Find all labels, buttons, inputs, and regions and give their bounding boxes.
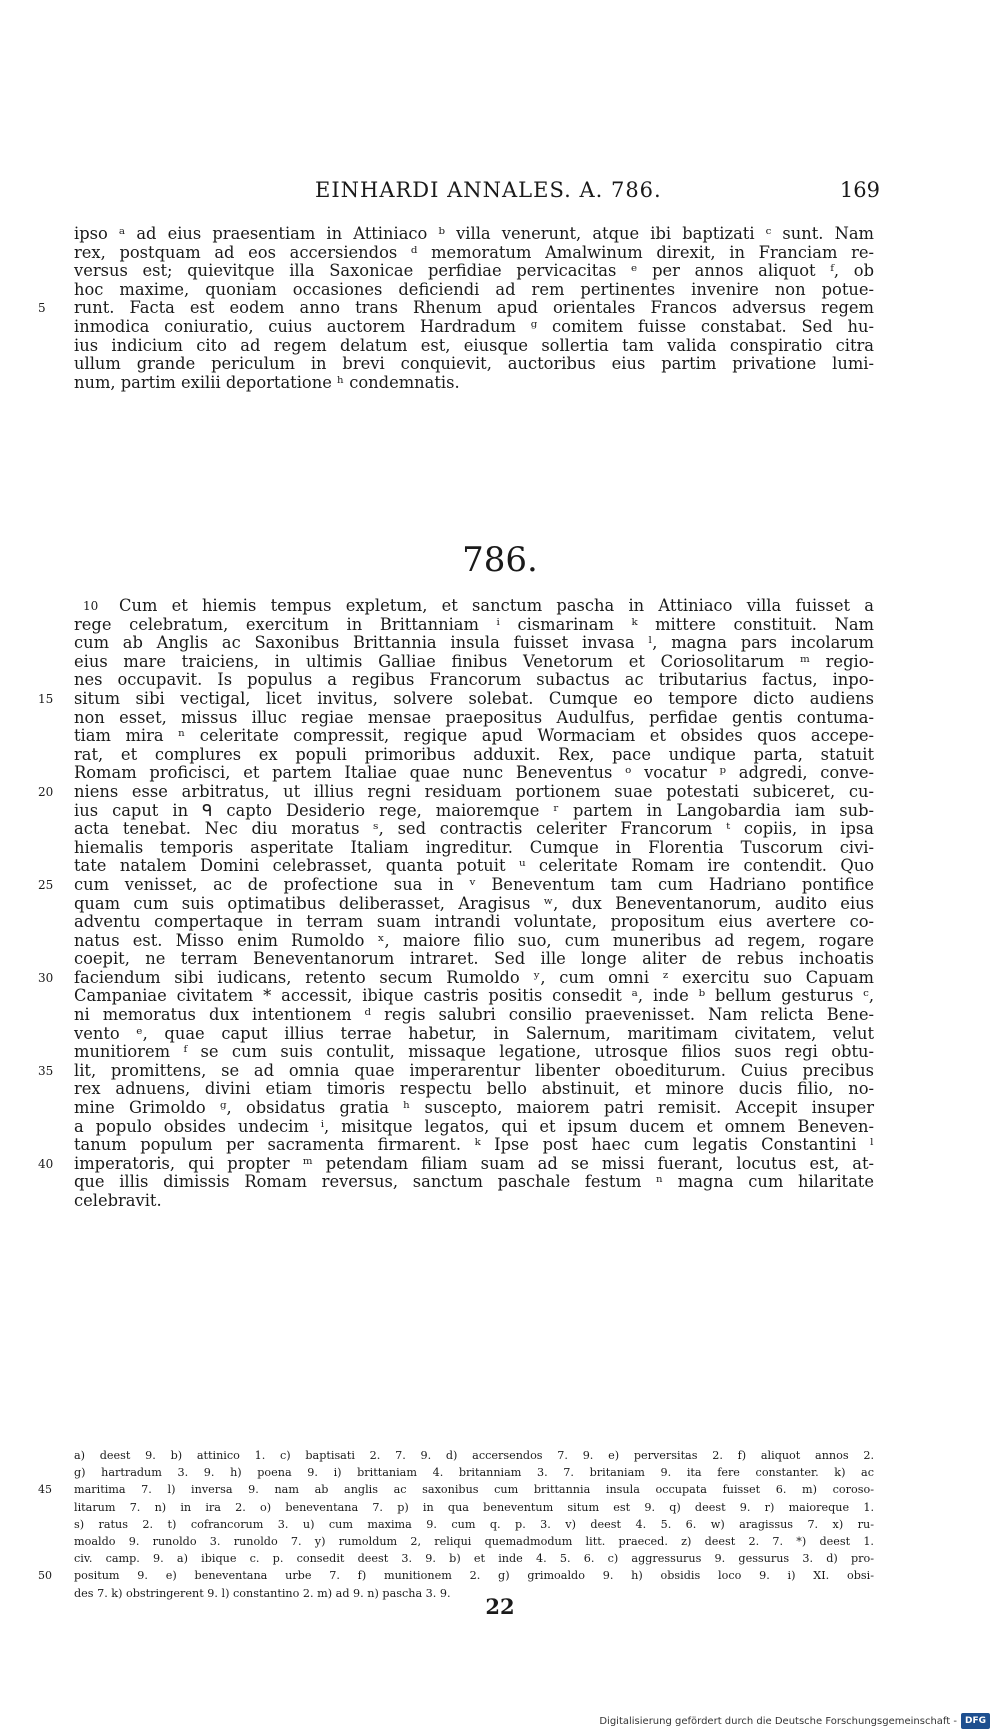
- text-line: [74, 857, 874, 876]
- line-text: Campaniae civitatem * accessit, ibique castris positis consedit ᵃ, inde ᵇ bellum gesturus ᶜ,: [74, 986, 874, 1006]
- text-line: [38, 1567, 874, 1584]
- footer-bar: [599, 1711, 990, 1731]
- line-text: faciendum sibi iudicans, retento secum Rumoldo ʸ, cum omni ᶻ exercitu suo Capuam: [74, 967, 874, 987]
- line-number: 15: [38, 691, 54, 706]
- footer-text: Digitalisierung gefördert durch die Deutsche Forschungsgemeinschaft -: [599, 1715, 957, 1727]
- line-text: Cum et hiemis tempus expletum, et sanctum pascha in Attiniaco villa fuisset a: [119, 596, 874, 615]
- footnotes: [38, 1447, 874, 1602]
- line-text: hoc maxime, quoniam occasiones deficiendi ad rem pertinentes invenire non potue-: [74, 279, 874, 299]
- text-line: [74, 262, 874, 281]
- text-line: [74, 1516, 874, 1533]
- line-text: s) ratus 2. t) cofrancorum 3. u) cum maxima 9. cum q. p. 3. v) deest 4. 5. 6. w) aragissus 7. x) ru-: [74, 1517, 874, 1531]
- text-line: [74, 1499, 874, 1516]
- text-line: [38, 967, 874, 988]
- running-head-title: EINHARDI ANNALES. A. 786.: [315, 178, 662, 202]
- line-text: tanum populum per sacramenta firmarent. ᵏ Ipse post haec cum legatis Constantini ˡ: [74, 1135, 874, 1155]
- line-text: ius caput in ᑫ capto Desiderio rege, maioremque ʳ partem in Langobardia iam sub-: [74, 800, 874, 820]
- line-text: rat, et complures ex populi primoribus adduxit. Rex, pace undique parta, statuit: [74, 744, 874, 764]
- line-number: 30: [38, 970, 54, 985]
- text-line: [74, 1025, 874, 1044]
- line-text: Romam proficisci, et partem Italiae quae nunc Beneventus ᵒ vocatur ᵖ adgredi, conve-: [74, 763, 874, 783]
- text-line: [74, 318, 874, 337]
- year-heading: 786.: [462, 540, 538, 580]
- line-number: 40: [38, 1156, 54, 1171]
- text-line: [74, 244, 874, 263]
- line-text: rex adnuens, divini etiam timoris respectu bello abstinuit, et minore ducis filio, no-: [74, 1079, 874, 1099]
- line-text: hiemalis temporis asperitate Italiam ingreditur. Cumque in Florentia Tuscorum civi-: [74, 837, 874, 857]
- text-line: [74, 932, 874, 951]
- line-text: lit, promittens, se ad omnia quae imperarentur libenter oboediturum. Cuius precibus: [74, 1060, 874, 1080]
- line-text: a populo obsides undecim ⁱ, misitque legatos, qui et ipsum ducem et omnem Beneven-: [74, 1116, 874, 1136]
- line-text: litarum 7. n) in ira 2. o) beneventana 7. p) in qua beneventum situm est 9. q) deest 9. r) maioreque 1.: [74, 1500, 874, 1514]
- text-line: [74, 653, 874, 672]
- text-line: [74, 1080, 874, 1099]
- text-line: [38, 1481, 874, 1498]
- line-text: que illis dimissis Romam reversus, sanctum paschale festum ⁿ magna cum hilaritate: [74, 1172, 874, 1192]
- text-line: [38, 1153, 874, 1174]
- line-number: 25: [38, 877, 54, 892]
- text-line: [74, 802, 874, 821]
- line-text: a) deest 9. b) attinico 1. c) baptisati 2. 7. 9. d) accersendos 7. 9. e) perversitas 2. f) aliquot annos 2.: [74, 1449, 874, 1462]
- text-line: [74, 355, 874, 374]
- text-line: [38, 298, 874, 318]
- text-line: [74, 1136, 874, 1155]
- text-line: [74, 225, 874, 244]
- line-text: niens esse arbitratus, ut illius regni residuam portionem suae potestati subiceret, cu-: [74, 781, 874, 801]
- line-number: 50: [38, 1569, 52, 1583]
- signature-mark: 22: [485, 1594, 515, 1619]
- line-number: 10: [83, 599, 99, 613]
- line-text: imperatoris, qui propter ᵐ petendam filiam suam ad se missi fuerant, locutus est, at-: [74, 1153, 874, 1173]
- text-line: [74, 337, 874, 356]
- text-line: [74, 1099, 874, 1118]
- line-text: civ. camp. 9. a) ibique c. p. consedit deest 3. 9. b) et inde 4. 5. 6. c) aggressurus 9. gessurus 3. d) pro-: [74, 1552, 874, 1566]
- line-text: acta tenebat. Nec diu moratus ˢ, sed contractis celeriter Francorum ᵗ copiis, in ipsa: [74, 819, 874, 839]
- page-number: 169: [839, 178, 880, 202]
- line-number: 35: [38, 1063, 54, 1078]
- text-line: [74, 746, 874, 765]
- text-line: [38, 781, 874, 802]
- text-line: [74, 1533, 874, 1550]
- line-text: mine Grimoldo ᵍ, obsidatus gratia ʰ suscepto, maiorem patri remisit. Accepit insuper: [74, 1098, 874, 1118]
- line-text: positum 9. e) beneventana urbe 7. f) munitionem 2. g) grimoaldo 9. h) obsidis loco 9. i) XI. obsi-: [74, 1569, 874, 1583]
- text-line: [38, 688, 874, 709]
- text-line: [74, 895, 874, 914]
- line-text: ni memoratus dux intentionem ᵈ regis salubri consilio praevenisset. Nam relicta Bene-: [74, 1005, 874, 1025]
- text-line: [74, 839, 874, 858]
- text-line: [38, 874, 874, 895]
- line-text: tate natalem Domini celebrasset, quanta potuit ᵘ celeritate Romam ire contendit. Quo: [74, 856, 874, 876]
- line-text: g) hartradum 3. 9. h) poena 9. i) brittaniam 4. britanniam 3. 7. britaniam 9. ita fere constanter. k) ac: [74, 1466, 874, 1480]
- text-line: [74, 950, 874, 969]
- line-number: 20: [38, 784, 54, 799]
- text-line: [74, 1550, 874, 1567]
- line-text: maritima 7. l) inversa 9. nam ab anglis ac saxonibus cum brittannia insula occupata fuisset 6. m) coroso-: [74, 1483, 874, 1497]
- text-line: [38, 1060, 874, 1081]
- line-text: coepit, ne terram Beneventanorum intraret. Sed ille longe aliter de rebus inchoatis: [74, 949, 874, 969]
- text-line: [74, 1447, 874, 1464]
- text-line: [74, 764, 874, 783]
- text-line: [74, 616, 874, 635]
- line-text: moaldo 9. runoldo 3. runoldo 7. y) rumoldum 2, reliqui quemadmodum litt. praeced. z) deest 2. 7. *) deest 1.: [74, 1534, 874, 1548]
- line-text: quam cum suis optimatibus deliberasset, Aragisus ʷ, dux Beneventanorum, audito eius: [74, 893, 874, 913]
- text-line: [74, 820, 874, 839]
- line-text: eius mare traiciens, in ultimis Galliae finibus Venetorum et Coriosolitarum ᵐ regio-: [74, 651, 874, 671]
- line-text: situm sibi vectigal, licet invitus, solvere solebat. Cumque eo tempore dicto audiens: [74, 688, 874, 708]
- line-text: inmodica coniuratio, cuius auctorem Hardradum ᵍ comitem fuisse constabat. Sed hu-: [74, 316, 874, 336]
- line-text: nes occupavit. Is populus a regibus Francorum subactus ac tributarius factus, inpo-: [74, 670, 874, 690]
- line-text: ullum grande periculum in brevi conquievit, auctoribus eius partim privatione lumi-: [74, 354, 874, 374]
- line-text: cum venisset, ac de profectione sua in ᵛ Beneventum tam cum Hadriano pontifice: [74, 874, 874, 894]
- line-text: rege celebratum, exercitum in Brittanniam ⁱ cismarinam ᵏ mittere constituit. Nam: [74, 614, 874, 634]
- line-text: tiam mira ⁿ celeritate compressit, regique apud Wormaciam et obsides quos accepe-: [74, 726, 874, 746]
- line-text: non esset, missus illuc regiae mensae praepositus Audulfus, perfidae gentis contuma-: [74, 707, 874, 727]
- continuation-paragraph: [38, 224, 874, 392]
- text-line: [74, 1118, 874, 1137]
- text-line: [74, 634, 874, 653]
- line-text: natus est. Misso enim Rumoldo ˣ, maiore filio suo, cum muneribus ad regem, rogare: [74, 930, 874, 950]
- text-line: [74, 1464, 874, 1481]
- line-number: 45: [38, 1483, 52, 1497]
- text-line: [74, 1006, 874, 1025]
- text-line: [74, 987, 874, 1006]
- line-text: runt. Facta est eodem anno trans Rhenum apud orientales Francos adversus regem: [74, 298, 874, 318]
- text-line: [74, 709, 874, 728]
- line-text: cum ab Anglis ac Saxonibus Brittannia insula fuisset invasa ˡ, magna pars incolarum: [74, 633, 874, 653]
- line-text: num, partim exilii deportatione ʰ condemnatis.: [74, 372, 460, 392]
- line-text: versus est; quievitque illa Saxonicae perfidiae pervicacitas ᵉ per annos aliquot ᶠ, ob: [74, 261, 874, 281]
- text-line: [74, 597, 874, 616]
- line-text: munitiorem ᶠ se cum suis contulit, missaque legatione, utrosque filios suos regi obtu-: [74, 1042, 874, 1062]
- line-text: celebravit.: [74, 1191, 162, 1210]
- text-line: [74, 1173, 874, 1192]
- text-line: [74, 281, 874, 300]
- dfg-logo: DFG: [961, 1713, 990, 1729]
- line-text: ipso ᵃ ad eius praesentiam in Attiniaco ᵇ villa venerunt, atque ibi baptizati ᶜ sunt. Nam: [74, 224, 874, 243]
- running-head: [60, 178, 940, 208]
- text-line: [74, 374, 874, 393]
- line-number: 5: [38, 301, 46, 316]
- text-line: [74, 1192, 874, 1211]
- text-line: [74, 913, 874, 932]
- text-line: [74, 727, 874, 746]
- line-text: des 7. k) obstringerent 9. l) constantino 2. m) ad 9. n) pascha 3. 9.: [74, 1586, 451, 1600]
- text-line: [74, 1043, 874, 1062]
- line-text: rex, postquam ad eos accersiendos ᵈ memoratum Amalwinum direxit, in Franciam re-: [74, 242, 874, 262]
- line-text: vento ᵉ, quae caput illius terrae habetur, in Salernum, maritimam civitatem, velut: [74, 1023, 874, 1043]
- line-text: adventu compertaque in terram suam intrandi voluntate, propositum eius avertere co-: [74, 912, 874, 932]
- line-text: ius indicium cito ad regem delatum est, eiusque sollertia tam valida conspiratio citra: [74, 335, 874, 355]
- text-line: [74, 671, 874, 690]
- year-786-paragraph: [38, 596, 874, 1211]
